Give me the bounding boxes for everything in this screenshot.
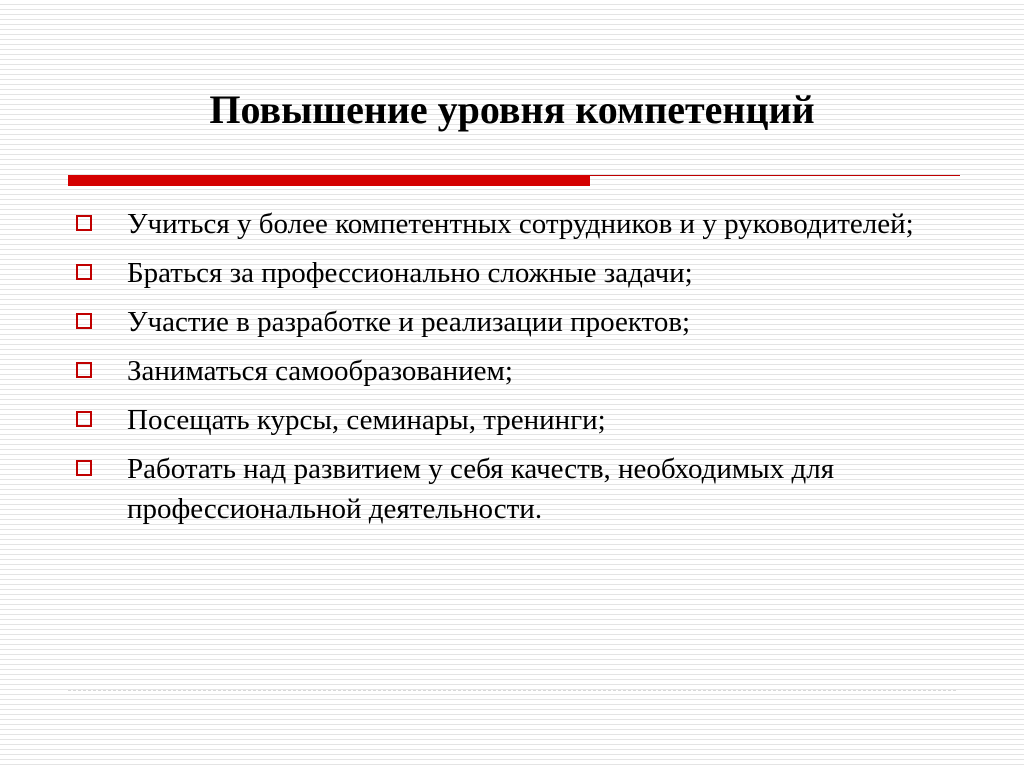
bullet-text: Учиться у более компетентных сотрудников и у руководителей;: [127, 208, 914, 240]
square-bullet-icon: [76, 264, 92, 280]
bullet-list: [76, 204, 936, 538]
list-item: [76, 449, 936, 529]
square-bullet-icon: [76, 460, 92, 476]
square-bullet-icon: [76, 313, 92, 329]
square-bullet-icon: [76, 411, 92, 427]
square-bullet-icon: [76, 215, 92, 231]
list-item: [76, 400, 936, 440]
square-bullet-icon: [76, 362, 92, 378]
bullet-text: Посещать курсы, семинары, тренинги;: [127, 404, 606, 436]
footer-divider: [68, 690, 956, 691]
list-item: [76, 253, 936, 293]
list-item: [76, 204, 936, 244]
bullet-text: Браться за профессионально сложные задачи;: [127, 257, 693, 289]
bullet-text: Участие в разработке и реализации проектов;: [127, 306, 691, 338]
slide-title: Повышение уровня компетенций: [209, 87, 815, 132]
bullet-text: Заниматься самообразованием;: [127, 355, 513, 387]
title-underline-bar: [68, 175, 590, 186]
list-item: [76, 351, 936, 391]
bullet-text: Работать над развитием у себя качеств, необходимых для профессиональной деятельности.: [127, 453, 835, 525]
list-item: [76, 302, 936, 342]
